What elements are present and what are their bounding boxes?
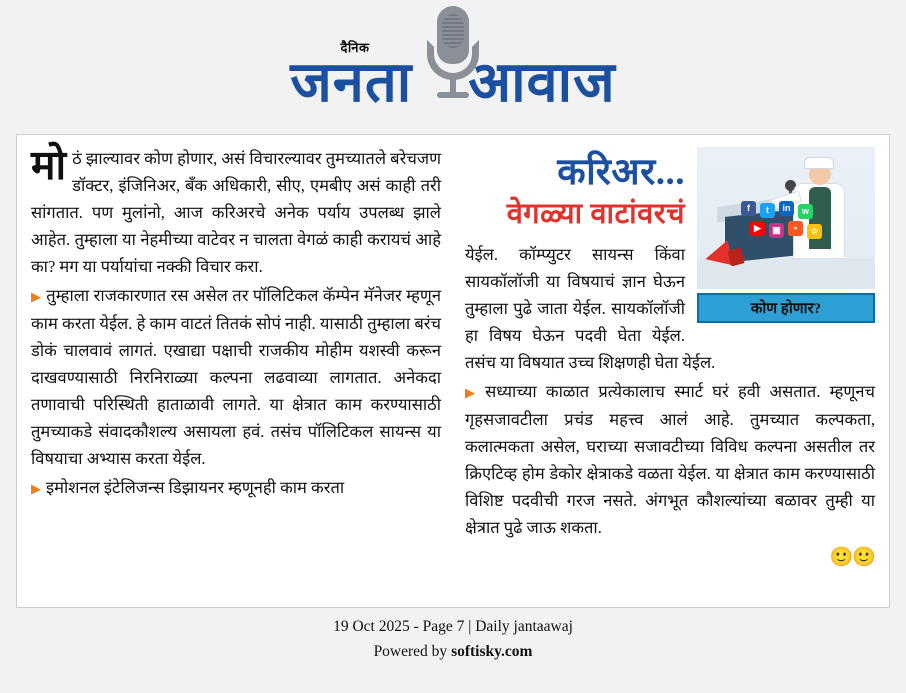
- paragraph: येईल. कॉम्प्युटर सायन्स किंवा सायकॉलॉजी या विषयाचं ज्ञान घेऊन तुम्हाला पुढे जाता येईल. सायकॉलॉजी हा विषय घेऊन पदवी घेता येईल. तसंच या विषयात उच्च शिक्षणही घेता येईल.: [465, 245, 716, 372]
- paragraph-text: सध्याच्या काळात प्रत्येकालाच स्मार्ट घरं हवी असतात. म्हणूनच गृहसजावटीला प्रचंड महत्त्व आलं आहे. तुमच्यात कल्पकता, कलात्मकता असेल, घराच्या सजावटीच्या विविध कल्पना असतील तर क्रिएटिव्ह होम डेकोर क्षेत्राकडे वळता येईल. या क्षेत्रात काम करण्यासाठी विशिष्ट पदवीची गरज नसते. अंगभूत कौशल्यांच्या बळावर तुम्ही या क्षेत्रात पुढे जाऊ शकता.: [465, 382, 875, 537]
- facebook-icon: f: [741, 201, 756, 216]
- headline-line-1: करिअर...: [557, 152, 685, 193]
- emoji-decoration: 🙂🙂: [829, 547, 875, 568]
- headline-line-2: वेगळ्या वाटांवरचं: [506, 198, 685, 230]
- youtube-icon: ▶: [750, 221, 765, 236]
- illustration-caption: कोण होणार?: [697, 293, 875, 323]
- masthead: [0, 0, 906, 128]
- illustration-speaker-podium: [697, 147, 875, 289]
- article-right-column: [453, 145, 875, 607]
- paragraph-text: इमोशनल इंटेलिजन्स डिझायनर म्हणूनही काम करता: [46, 478, 345, 497]
- brand-title-part2: आवाज: [468, 52, 616, 114]
- drop-cap: मो: [31, 142, 67, 188]
- paragraph: [31, 474, 441, 502]
- footer-date-page: 19 Oct 2025 - Page 7 | Daily jantaawaj: [333, 618, 573, 635]
- footer-powered-by: [0, 643, 906, 661]
- bullet-arrow-icon: ▶: [31, 289, 42, 304]
- bullet-arrow-icon: ▶: [31, 481, 41, 496]
- paragraph-text: तुम्हाला राजकारणात रस असेल तर पॉलिटिकल कॅम्पेन मॅनेजर म्हणून काम करता येईल. हे काम वाटतं तितकं सोपं नाही. यासाठी तुम्हाला बरंच डोकं चालवावं लागतं. एखाद्या पक्षाची राजकीय मोहीम यशस्वी करून दाखवण्यासाठी निरनिराळ्या कल्पना लढवाव्या लागतात. अनेकदा तणावाची परिस्थिती हाताळावी लागते. या क्षेत्रात काम करण्यासाठी तुमच्याकडे संवादकौशल्य असायला हवं. तसंच पॉलिटिकल सायन्स या विषयाचा अभ्यास करता येईल.: [31, 286, 441, 468]
- linkedin-icon: in: [779, 201, 794, 216]
- article-card: [16, 134, 890, 608]
- article-left-column: [31, 142, 453, 607]
- powered-by-label: Powered by: [373, 643, 452, 660]
- twitter-icon: t: [760, 203, 775, 218]
- social-icons-cluster: [741, 201, 827, 245]
- brand-subtitle: दैनिक: [340, 40, 370, 55]
- whatsapp-icon: w: [798, 204, 813, 219]
- paragraph: [465, 378, 875, 541]
- page-footer: [0, 618, 906, 661]
- paragraph: ठं झाल्यावर कोण होणार, असं विचारल्यावर तुमच्यातले बरेचजण डॉक्टर, इंजिनिअर, बँक अधिकारी, सीए, एमबीए असं काही तरी सांगतात. पण मुलांनो, आज करिअरचे अनेक पर्याय उपलब्ध झाले आहेत. तुम्हाला या नेहमीच्या वाटेवर न चालता वेगळं काही करायचं आहे का? मग या पर्यायांचा नक्की विचार करा.: [31, 149, 441, 276]
- brand-title: [290, 52, 616, 114]
- powered-by-brand: softisky.com: [451, 643, 533, 660]
- brand-title-part1: जनता: [290, 52, 413, 114]
- paragraph: [31, 282, 441, 472]
- illustration-block: [697, 147, 875, 323]
- rss-icon: •: [788, 221, 803, 236]
- bullet-arrow-icon: ▶: [465, 385, 481, 400]
- instagram-icon: ▣: [769, 223, 784, 238]
- chat-icon: ☆: [807, 224, 822, 239]
